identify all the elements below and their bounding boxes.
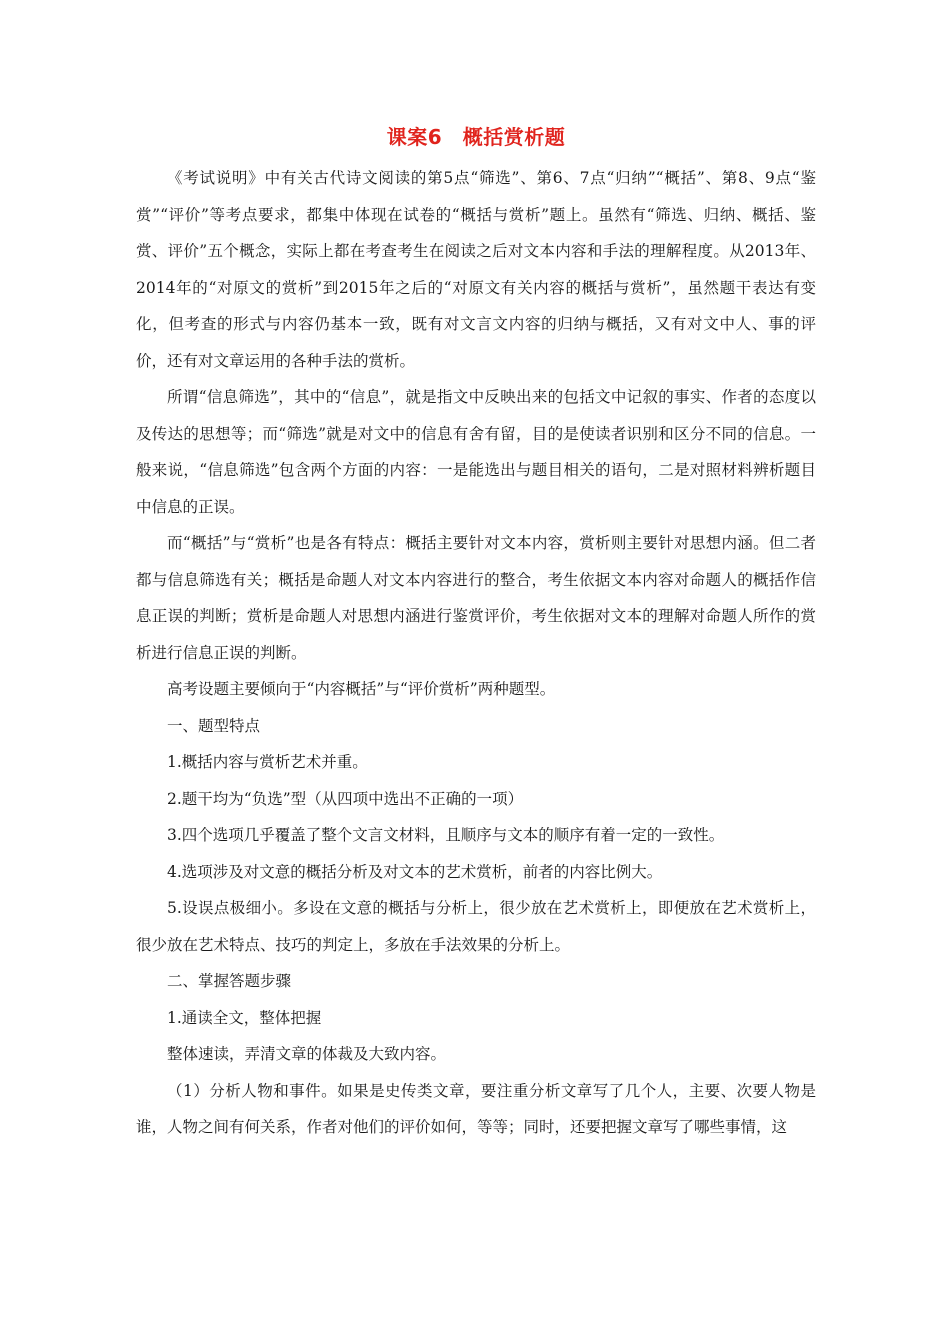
section-heading-steps: 二、掌握答题步骤: [167, 972, 292, 990]
feature-item-5: 5.设误点极细小。多设在文意的概括与分析上，很少放在艺术赏析上，即便放在艺术赏析上，很少放在艺术特点、技巧的判定上，多放在手法效果的分析上。: [136, 899, 816, 954]
feature-item-2: 2.题干均为“负选”型（从四项中选出不正确的一项）: [167, 789, 524, 808]
step-item-1: 1.通读全文，整体把握: [167, 1008, 322, 1027]
feature-item-4: 4.选项涉及对文意的概括分析及对文本的艺术赏析，前者的内容比例大。: [167, 862, 663, 881]
document-title: 课案6 概括赏析题: [386, 125, 566, 149]
document-page: [136, 122, 816, 1146]
paragraph-question-types: 高考设题主要倾向于“内容概括”与“评价赏析”两种题型。: [167, 680, 556, 698]
paragraph-info-screening: 所谓“信息筛选”，其中的“信息”，就是指文中反映出来的包括文中记叙的事实、作者的态度以及传达的思想等；而“筛选”就是对文中的信息有舍有留，目的是使读者识别和区分不同的信息。一般来说，“信息筛选”包含两个方面的内容：一是能选出与题目相关的语句，二是对照材料辨析题目中信息的正误。: [136, 388, 816, 516]
feature-item-1: 1.概括内容与赏析艺术并重。: [167, 753, 368, 771]
section-heading-features: 一、题型特点: [167, 716, 261, 735]
feature-item-3: 3.四个选项几乎覆盖了整个文言文材料，且顺序与文本的顺序有着一定的一致性。: [167, 826, 725, 844]
paragraph-intro: 《考试说明》中有关古代诗文阅读的第5点“筛选”、第6、7点“归纳”“概括”、第8、9点“鉴赏”“评价”等考点要求，都集中体现在试卷的“概括与赏析”题上。虽然有“筛选、归纳、概括、鉴赏、评价”五个概念，实际上都在考查考生在阅读之后对文本内容和手法的理解程度。从2013年、2014年的“对原文的赏析”到2015年之后的“对原文有关内容的概括与赏析”，虽然题干表达有变化，但考查的形式与内容仍基本一致，既有对文言文内容的归纳与概括，又有对文中人、事的评价，还有对文章运用的各种手法的赏析。: [136, 169, 816, 370]
step-description: 整体速读，弄清文章的体裁及大致内容。: [167, 1045, 447, 1063]
paragraph-summary-appreciation: 而“概括”与“赏析”也是各有特点：概括主要针对文本内容，赏析则主要针对思想内涵。但二者都与信息筛选有关；概括是命题人对文本内容进行的整合，考生依据文本内容对命题人的概括作信息正误的判断；赏析是命题人对思想内涵进行鉴赏评价，考生依据对文本的理解对命题人所作的赏析进行信息正误的判断。: [136, 534, 816, 662]
step-subitem-1: （1）分析人物和事件。如果是史传类文章，要注重分析文章写了几个人，主要、次要人物是谁，人物之间有何关系，作者对他们的评价如何，等等；同时，还要把握文章写了哪些事情，这: [136, 1081, 816, 1136]
